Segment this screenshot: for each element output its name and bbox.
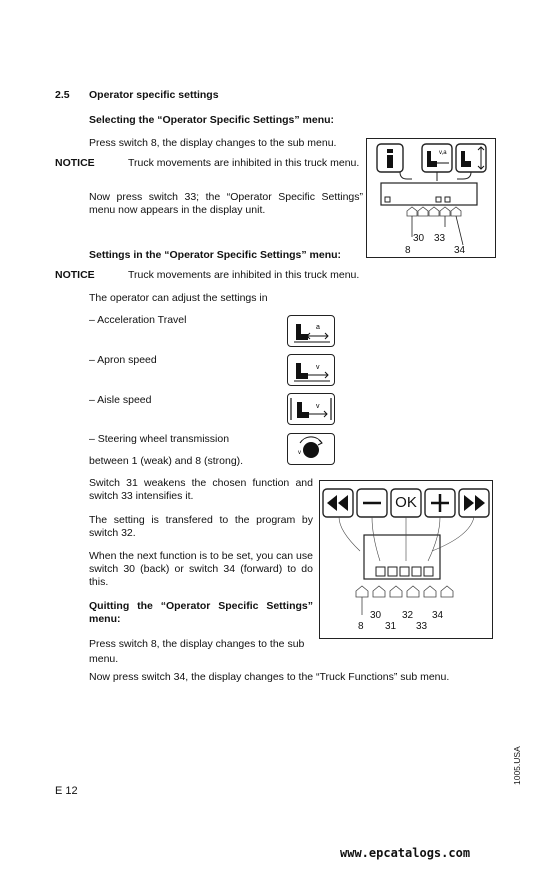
para-3: The operator can adjust the settings in [89, 292, 268, 304]
switch-row-1 [407, 207, 461, 216]
svg-text:a: a [316, 324, 320, 331]
para-7: When the next function is to be set, you can use switch 30 (back) or switch 34 (forward) to do this. [89, 550, 313, 588]
para-9: Now press switch 34, the display changes to the “Truck Functions” sub menu. [89, 671, 450, 683]
diagram-2-label-31: 31 [385, 621, 397, 632]
sidebar-code: 1005.USA [512, 746, 522, 785]
truck-speed-icon [422, 144, 452, 172]
diagram-switch-panel-1 [366, 138, 496, 258]
diagram-1-label-34: 34 [454, 245, 466, 256]
list-item-aisle: – Aisle speed [89, 394, 152, 406]
watermark: www.epcatalogs.com [340, 846, 471, 860]
svg-text:v,a: v,a [439, 150, 447, 156]
page-number: E 12 [55, 785, 78, 797]
notice-text-2: Truck movements are inhibited in this truck menu. [128, 269, 360, 281]
switch-row-2 [356, 586, 453, 597]
section-title: Operator specific settings [89, 89, 219, 101]
notice-label-1: NOTICE [55, 157, 95, 169]
diagram-1-label-33: 33 [434, 233, 446, 244]
para-5: Switch 31 weakens the chosen function and switch 33 intensifies it. [89, 477, 313, 502]
svg-text:v: v [316, 403, 320, 410]
svg-text:v: v [316, 364, 320, 371]
diagram-2-label-8: 8 [358, 621, 364, 632]
diagram-1-svg [367, 139, 495, 257]
para-1: Press switch 8, the display changes to the sub menu. [89, 137, 337, 149]
list-item-steering: – Steering wheel transmission [89, 433, 230, 445]
para-4: between 1 (weak) and 8 (strong). [89, 455, 244, 467]
list-item-acceleration: – Acceleration Travel [89, 314, 187, 326]
select-heading: Selecting the “Operator Specific Settings” menu: [89, 114, 335, 126]
para-8: Press switch 8, the display changes to the sub menu. [89, 638, 305, 665]
settings-heading: Settings in the “Operator Specific Settings” menu: [89, 249, 342, 261]
aisle-speed-icon [287, 393, 335, 425]
diagram-1-label-30: 30 [413, 233, 425, 244]
diagram-2-label-30: 30 [370, 610, 382, 621]
list-item-apron: – Apron speed [89, 354, 157, 366]
steering-wheel-icon [287, 433, 335, 465]
display-unit-2 [364, 535, 440, 579]
svg-text:v: v [298, 450, 301, 456]
apron-speed-icon [287, 354, 335, 386]
display-unit [381, 183, 477, 205]
notice-text-1: Truck movements are inhibited in this truck menu. [128, 157, 360, 169]
para-2: Now press switch 33; the “Operator Specific Settings” menu now appears in the display unit. [89, 191, 363, 216]
ok-label: OK [395, 494, 417, 511]
quit-heading: Quitting the “Operator Specific Settings” menu: [89, 600, 313, 625]
diagram-1-label-8: 8 [405, 245, 411, 256]
diagram-2-label-32: 32 [402, 610, 414, 621]
diagram-switch-panel-2 [319, 480, 493, 639]
section-number: 2.5 [55, 89, 70, 101]
diagram-2-label-34: 34 [432, 610, 444, 621]
diagram-2-label-33: 33 [416, 621, 428, 632]
acceleration-travel-icon [287, 315, 335, 347]
notice-label-2: NOTICE [55, 269, 95, 281]
para-6: The setting is transfered to the program by switch 32. [89, 514, 313, 539]
